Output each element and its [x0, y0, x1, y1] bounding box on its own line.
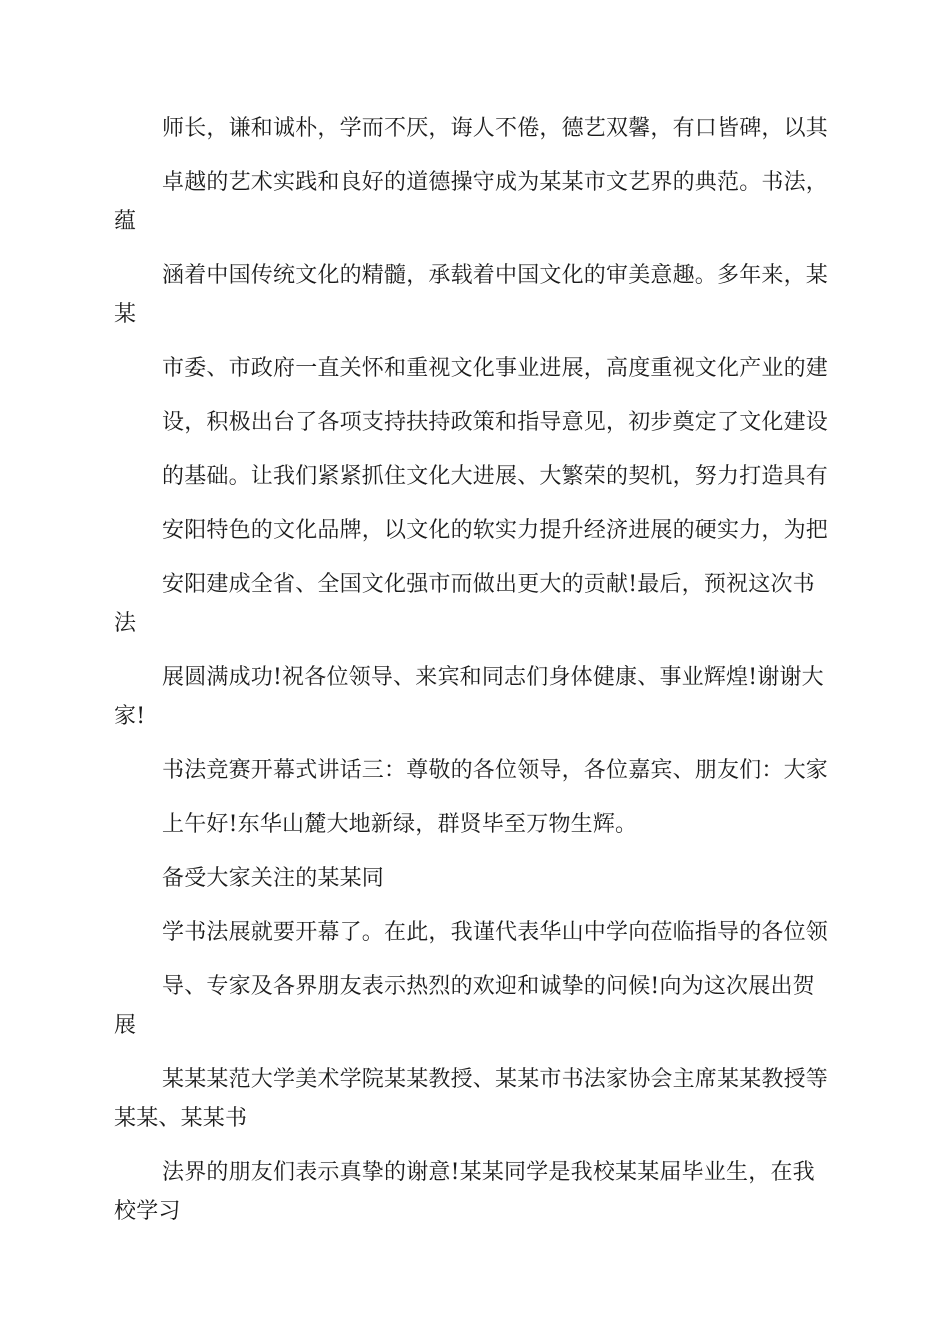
- text-line: 设，积极出台了各项支持扶持政策和指导意见，初步奠定了文化建设: [162, 410, 829, 435]
- text-line: 校学习: [114, 1199, 181, 1224]
- section-heading-line: 书法竞赛开幕式讲话三：尊敬的各位领导，各位嘉宾、朋友们：大家: [162, 758, 829, 783]
- text-line: 导、专家及各界朋友表示热烈的欢迎和诚挚的问候!向为这次展出贺: [162, 974, 815, 999]
- text-line: 安阳特色的文化品牌，以文化的软实力提升经济进展的硬实力，为把: [162, 518, 829, 543]
- text-line: 备受大家关注的某某同: [162, 866, 385, 891]
- text-line: 师长，谦和诚朴，学而不厌，诲人不倦，德艺双馨，有口皆碑，以其: [162, 116, 829, 141]
- text-line: 某某、某某书: [114, 1106, 248, 1131]
- text-line: 家!: [114, 704, 146, 729]
- text-line: 蕴: [114, 209, 137, 234]
- text-line: 上午好!东华山麓大地新绿，群贤毕至万物生辉。: [162, 812, 638, 837]
- text-line: 展: [114, 1013, 137, 1038]
- text-line: 学书法展就要开幕了。在此，我谨代表华山中学向莅临指导的各位领: [162, 920, 829, 945]
- text-line: 某: [114, 302, 137, 327]
- text-line: 展圆满成功!祝各位领导、来宾和同志们身体健康、事业辉煌!谢谢大: [162, 665, 824, 690]
- text-line: 卓越的艺术实践和良好的道德操守成为某某市文艺界的典范。书法，: [162, 170, 829, 195]
- text-line: 的基础。让我们紧紧抓住文化大进展、大繁荣的契机，努力打造具有: [162, 464, 829, 489]
- text-line: 法界的朋友们表示真挚的谢意!某某同学是我校某某届毕业生，在我: [162, 1160, 815, 1185]
- text-line: 某某某范大学美术学院某某教授、某某市书法家协会主席某某教授等: [162, 1067, 829, 1092]
- text-line: 法: [114, 611, 137, 636]
- text-line: 安阳建成全省、全国文化强市而做出更大的贡献!最后，预祝这次书: [162, 572, 815, 597]
- text-line: 涵着中国传统文化的精髓，承载着中国文化的审美意趣。多年来，某: [162, 263, 829, 288]
- text-line: 市委、市政府一直关怀和重视文化事业进展，高度重视文化产业的建: [162, 356, 829, 381]
